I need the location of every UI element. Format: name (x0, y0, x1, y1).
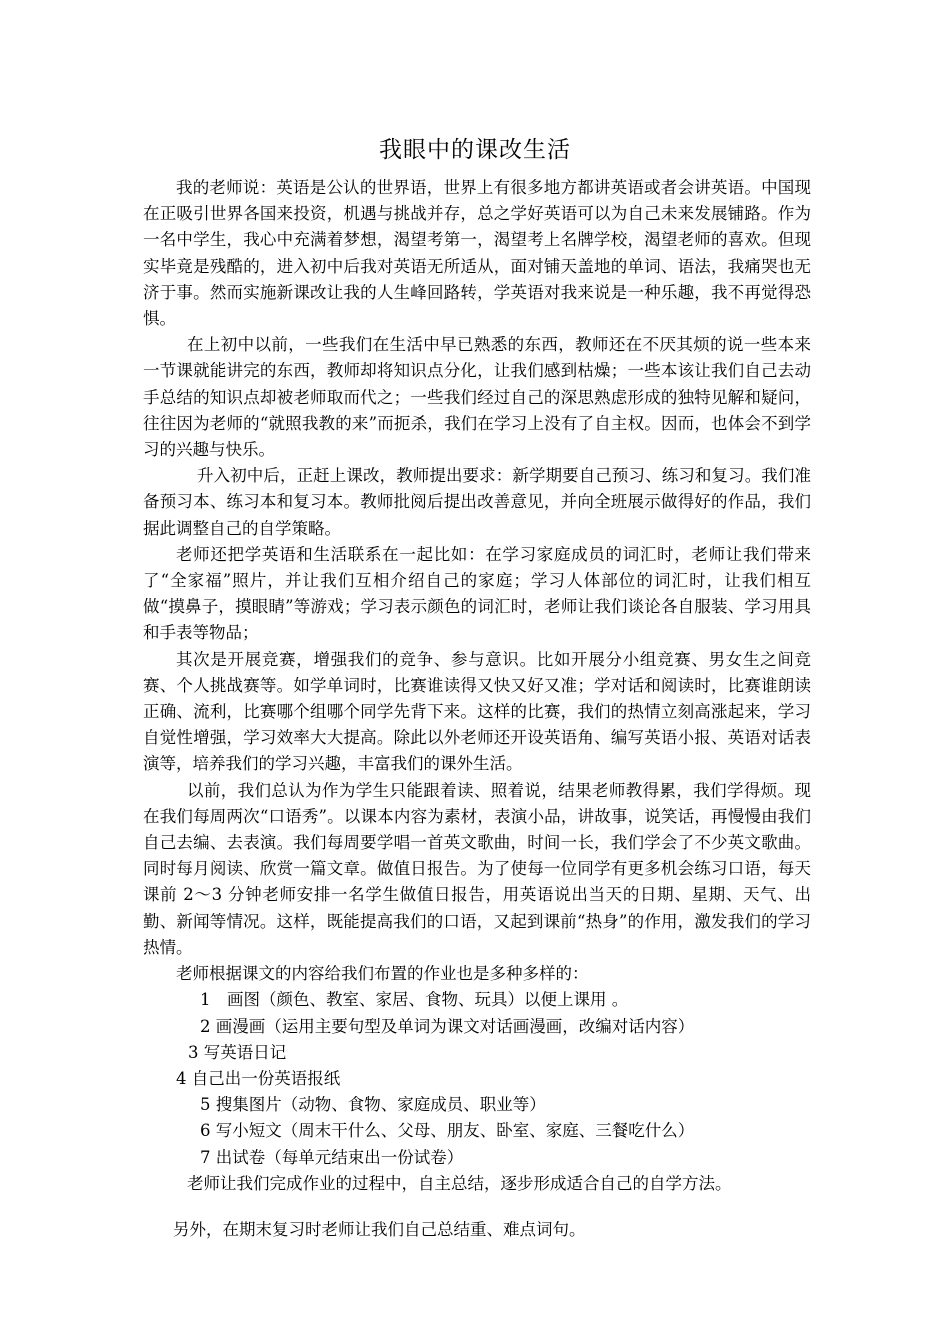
list-item: 2 画漫画（运用主要句型及单词为课文对话画漫画，改编对话内容） (200, 1016, 695, 1036)
list-item: 6 写小短文（周末干什么、父母、朋友、卧室、家庭、三餐吃什么） (200, 1121, 695, 1141)
paragraph-life-connection: 老师还把学英语和生活联系在一起比如：在学习家庭成员的词汇时，老师让我们带来了“全家福”照片，并让我们互相介绍自己的家庭；学习人体部位的词汇时，让我们相互做“摸鼻子，摸眼睛”等游戏；学习表示颜色的词汇时，老师让我们谈论各自服装、学习用具和手表等物品； (143, 544, 811, 643)
assignment-list (143, 987, 811, 1170)
paragraph-closing: 老师让我们完成作业的过程中，自主总结，逐步形成适合自己的自学方法。 (187, 1173, 732, 1193)
document-title: 我眼中的课改生活 (379, 137, 571, 163)
paragraph-before-middle-school: 在上初中以前，一些我们在生活中早已熟悉的东西，教师还在不厌其烦的说一些本来一节课就能讲完的东西，教师却将知识点分化，让我们感到枯燥；一些本该让我们自己去动手总结的知识点却被老师取而代之；一些我们经过自己的深思熟虑形成的独特见解和疑问，往往因为老师的“就照我教的来”而扼杀，我们在学习上没有了自主权。因而，也体会不到学习的兴趣与快乐。 (143, 335, 811, 460)
list-item: 1 画图（颜色、教室、家居、食物、玩具）以便上课用 。 (200, 990, 629, 1010)
list-item: 4 自己出一份英语报纸 (176, 1068, 341, 1088)
paragraph-final: 另外，在期末复习时老师让我们自己总结重、难点词句。 (173, 1219, 586, 1239)
paragraph-oral-practice: 以前，我们总认为作为学生只能跟着读、照着说，结果老师教得累，我们学得烦。现在我们每周两次“口语秀”。以课本内容为素材，表演小品，讲故事，说笑话，再慢慢由我们自己去编、去表演。我们每周要学唱一首英文歌曲，时间一长，我们学会了不少英文歌曲。同时每月阅读、欣赏一篇文章。做值日报告。为了使每一位同学有更多机会练习口语，每天课前 2～3 分钟老师安排一名学生做值日报告，用英语说出当天的日期、星期、天气、出勤、新闻等情况。这样，既能提高我们的口语，又起到课前“热身”的作用，激发我们的学习热情。 (143, 780, 811, 957)
paragraph-competitions: 其次是开展竞赛，增强我们的竞争、参与意识。比如开展分小组竞赛、男女生之间竞赛、个人挑战赛等。如学单词时，比赛谁读得又快又好又准；学对话和阅读时，比赛谁朗读正确、流利，比赛哪个组哪个同学先背下来。这样的比赛，我们的热情立刻高涨起来，学习自觉性增强，学习效率大大提高。除此以外老师还开设英语角、编写英语小报、英语对话表演等，培养我们的学习兴趣，丰富我们的课外生活。 (143, 649, 811, 774)
list-item: 5 搜集图片（动物、食物、家庭成员、职业等） (200, 1095, 546, 1115)
list-item: 7 出试卷（每单元结束出一份试卷） (200, 1147, 464, 1167)
paragraph-intro: 我的老师说：英语是公认的世界语，世界上有很多地方都讲英语或者会讲英语。中国现在正吸引世界各国来投资，机遇与挑战并存，总之学好英语可以为自己未来发展铺路。作为一名中学生，我心中充满着梦想，渴望考第一，渴望考上名牌学校，渴望老师的喜欢。但现实毕竟是残酷的，进入初中后我对英语无所适从，面对铺天盖地的单词、语法，我痛哭也无济于事。然而实施新课改让我的人生峰回路转，学英语对我来说是一种乐趣，我不再觉得恐惧。 (143, 178, 811, 329)
list-item: 3 写英语日记 (188, 1042, 287, 1062)
paragraph-curriculum-reform: 升入初中后，正赶上课改，教师提出要求：新学期要自己预习、练习和复习。我们准备预习本、练习本和复习本。教师批阅后提出改善意见，并向全班展示做得好的作品，我们据此调整自己的自学策略。 (143, 466, 811, 538)
paragraph-assignments-intro: 老师根据课文的内容给我们布置的作业也是多种多样的： (176, 964, 589, 984)
document-body (143, 175, 811, 1243)
